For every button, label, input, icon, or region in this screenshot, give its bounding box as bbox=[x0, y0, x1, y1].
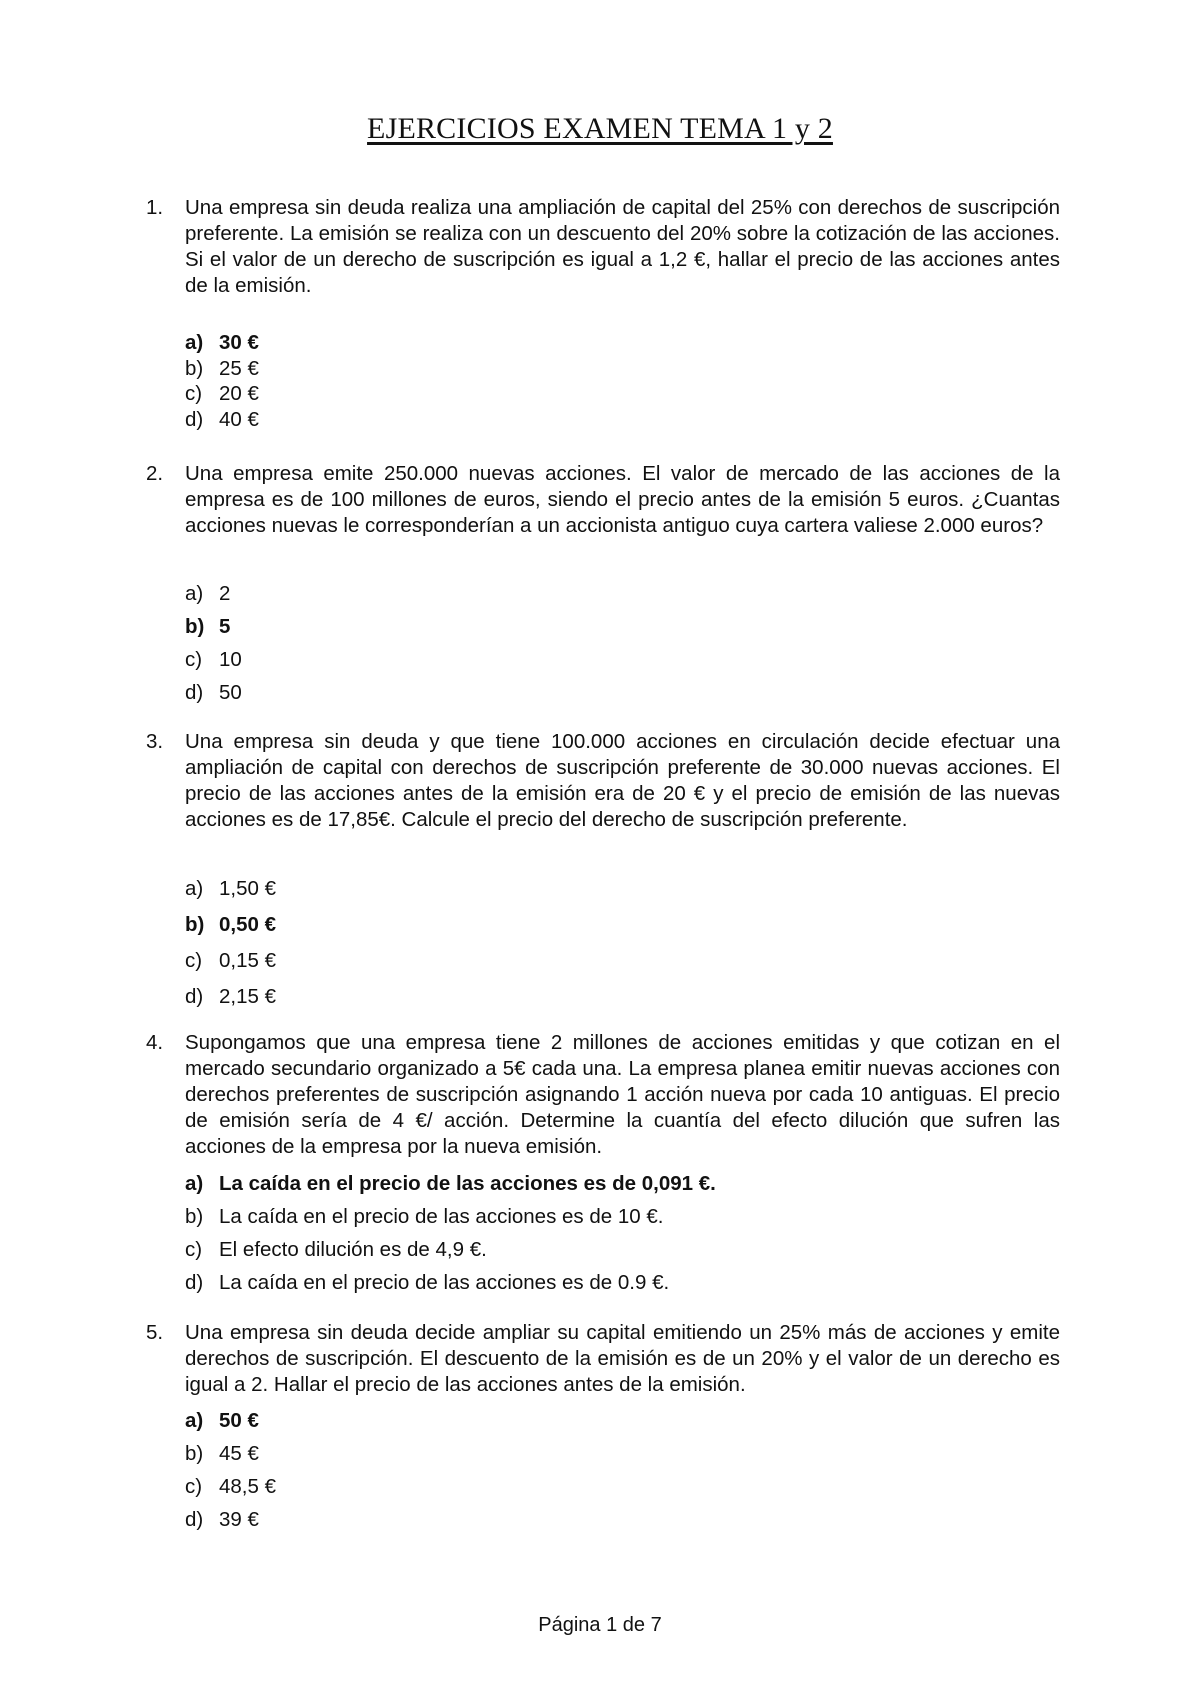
option-letter: b) bbox=[185, 615, 205, 638]
option-b bbox=[185, 1200, 1045, 1233]
option-text: 2 bbox=[219, 582, 231, 605]
option-b bbox=[185, 907, 1045, 943]
question-4 bbox=[146, 1030, 1060, 1160]
option-text: 50 bbox=[219, 681, 242, 704]
question-text: Una empresa sin deuda y que tiene 100.000 acciones en circulación decide efectuar una ampliación de capital con derechos de suscripción preferente de 30.000 nuevas acciones. El precio de las acciones antes de la emisión era de 20 € y el precio de emisión de las nuevas acciones es de 17,85€. Calcule el precio del derecho de suscripción preferente. bbox=[185, 730, 1060, 831]
option-text: La caída en el precio de las acciones es de 0,091 €. bbox=[219, 1172, 716, 1195]
option-text: 1,50 € bbox=[219, 877, 276, 900]
options-q1 bbox=[185, 330, 1045, 432]
question-1 bbox=[146, 195, 1060, 299]
question-text: Una empresa sin deuda realiza una ampliación de capital del 25% con derechos de suscripción preferente. La emisión se realiza con un descuento del 20% sobre la cotización de las acciones. Si el valor de un derecho de suscripción es igual a 1,2 €, hallar el precio de las acciones antes de la emisión. bbox=[185, 196, 1060, 297]
option-text: 40 € bbox=[219, 407, 259, 431]
option-b bbox=[185, 610, 1045, 643]
option-text: 5 bbox=[219, 615, 231, 638]
option-a bbox=[185, 1404, 1045, 1437]
question-text: Una empresa emite 250.000 nuevas acciones. El valor de mercado de las acciones de la empresa es de 100 millones de euros, siendo el precio antes de la emisión 5 euros. ¿Cuantas acciones nuevas le corresponderían a un accionista antiguo cuya cartera valiese 2.000 euros? bbox=[185, 462, 1060, 537]
option-text: El efecto dilución es de 4,9 €. bbox=[219, 1238, 487, 1261]
option-letter: a) bbox=[185, 582, 204, 605]
option-text: 0,15 € bbox=[219, 949, 276, 972]
option-letter: d) bbox=[185, 407, 204, 431]
option-letter: d) bbox=[185, 1508, 204, 1531]
option-letter: d) bbox=[185, 681, 204, 704]
options-q3 bbox=[185, 871, 1045, 1015]
option-text: 25 € bbox=[219, 356, 259, 380]
option-a bbox=[185, 330, 1045, 356]
option-letter: d) bbox=[185, 1271, 204, 1294]
question-number: 2. bbox=[146, 462, 164, 485]
option-d bbox=[185, 1503, 1045, 1536]
question-number: 3. bbox=[146, 730, 164, 753]
option-a bbox=[185, 1167, 1045, 1200]
option-letter: a) bbox=[185, 877, 204, 900]
option-letter: c) bbox=[185, 1238, 203, 1261]
option-text: 45 € bbox=[219, 1442, 259, 1465]
option-letter: c) bbox=[185, 949, 203, 972]
option-letter: c) bbox=[185, 648, 203, 671]
question-number: 1. bbox=[146, 196, 164, 219]
option-text: 20 € bbox=[219, 382, 259, 405]
option-text: 30 € bbox=[219, 331, 259, 354]
option-text: 48,5 € bbox=[219, 1475, 276, 1498]
option-c bbox=[185, 381, 1045, 407]
question-5 bbox=[146, 1320, 1060, 1398]
options-q2 bbox=[185, 577, 1045, 709]
option-text: La caída en el precio de las acciones es de 0.9 €. bbox=[219, 1271, 670, 1294]
page-footer: Página 1 de 7 bbox=[538, 1614, 662, 1636]
option-d bbox=[185, 1266, 1045, 1299]
question-number: 4. bbox=[146, 1031, 164, 1054]
question-2 bbox=[146, 461, 1060, 539]
option-text: 0,50 € bbox=[219, 913, 276, 936]
option-letter: c) bbox=[185, 382, 203, 405]
options-q5 bbox=[185, 1404, 1045, 1536]
option-a bbox=[185, 871, 1045, 907]
option-d bbox=[185, 979, 1045, 1015]
option-text: 2,15 € bbox=[219, 985, 276, 1008]
option-letter: a) bbox=[185, 1409, 204, 1432]
option-text: 50 € bbox=[219, 1409, 259, 1432]
option-text: 39 € bbox=[219, 1508, 259, 1531]
option-letter: b) bbox=[185, 1442, 204, 1465]
question-text: Supongamos que una empresa tiene 2 millones de acciones emitidas y que cotizan en el mercado secundario organizado a 5€ cada una. La empresa planea emitir nuevas acciones con derechos preferentes de suscripción asignando 1 acción nueva por cada 10 antiguas. El precio de emisión sería de 4 €/ acción. Determine la cuantía del efecto dilución que sufren las acciones de la empresa por la nueva emisión. bbox=[185, 1031, 1060, 1158]
option-letter: b) bbox=[185, 356, 204, 380]
option-letter: d) bbox=[185, 985, 204, 1008]
page-title: EJERCICIOS EXAMEN TEMA 1 y 2 bbox=[367, 112, 833, 145]
question-3 bbox=[146, 729, 1060, 833]
option-letter: a) bbox=[185, 331, 204, 354]
option-letter: c) bbox=[185, 1475, 203, 1498]
option-b bbox=[185, 1437, 1045, 1470]
option-a bbox=[185, 577, 1045, 610]
option-d bbox=[185, 676, 1045, 709]
option-letter: b) bbox=[185, 1205, 204, 1228]
option-d bbox=[185, 407, 1045, 433]
option-text: 10 bbox=[219, 648, 242, 671]
question-text: Una empresa sin deuda decide ampliar su capital emitiendo un 25% más de acciones y emite derechos de suscripción. El descuento de la emisión es de un 20% y el valor de un derecho es igual a 2. Hallar el precio de las acciones antes de la emisión. bbox=[185, 1321, 1060, 1396]
option-c bbox=[185, 943, 1045, 979]
option-letter: a) bbox=[185, 1172, 204, 1195]
option-text: La caída en el precio de las acciones es de 10 €. bbox=[219, 1205, 664, 1228]
option-b bbox=[185, 356, 1045, 382]
option-letter: b) bbox=[185, 913, 205, 936]
option-c bbox=[185, 643, 1045, 676]
option-c bbox=[185, 1233, 1045, 1266]
question-number: 5. bbox=[146, 1321, 164, 1344]
options-q4 bbox=[185, 1167, 1045, 1299]
option-c bbox=[185, 1470, 1045, 1503]
